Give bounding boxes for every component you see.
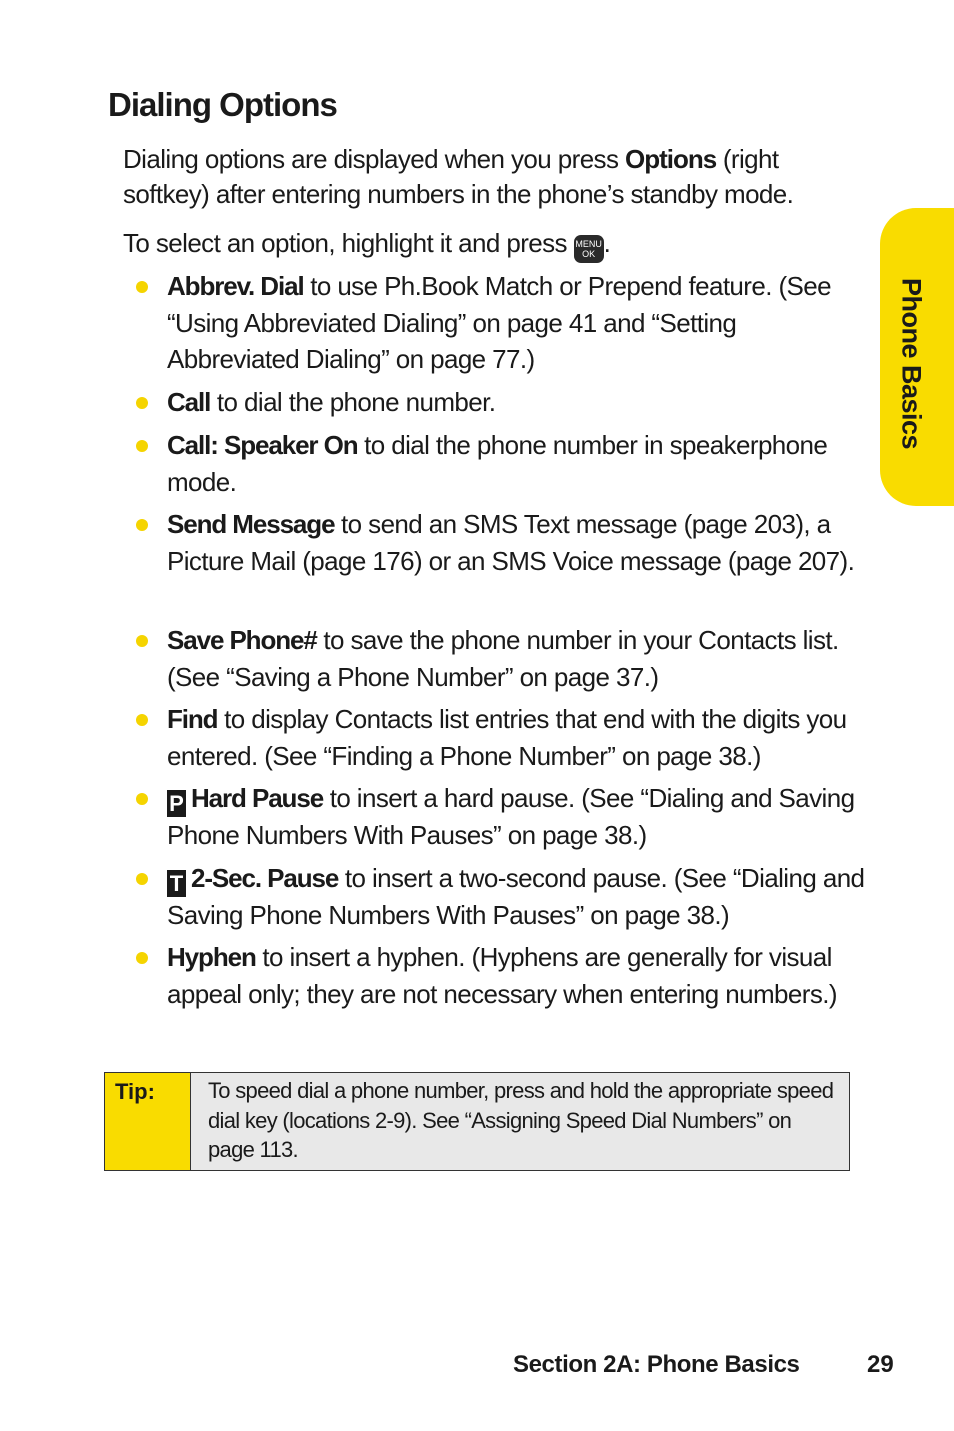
menu-key-top: MENU — [575, 239, 602, 249]
option-term: Hyphen — [167, 942, 256, 972]
list-item-abbrev-dial — [167, 268, 867, 378]
options-softkey-label: Options — [624, 144, 717, 174]
bullet-icon — [136, 635, 148, 647]
menu-ok-key-icon — [574, 235, 604, 263]
intro-text-before: Dialing options are displayed when you press — [123, 144, 625, 174]
option-term: Call: Speaker On — [167, 430, 358, 460]
bullet-icon — [136, 519, 148, 531]
option-term: 2-Sec. Pause — [191, 863, 339, 893]
list-item-call — [167, 384, 867, 421]
select-text-before: To select an option, highlight it and press — [123, 228, 574, 258]
select-text-after: . — [603, 228, 611, 258]
list-item-call-speaker-on — [167, 427, 867, 500]
option-description: to insert a two-second pause. (See “Dialing and Saving Phone Numbers With Pauses” on page 38.) — [167, 863, 865, 930]
option-term: Abbrev. Dial — [167, 271, 304, 301]
option-description: to send an SMS Text message (page 203), a Picture Mail (page 176) or an SMS Voice message (page 207). — [167, 509, 855, 576]
list-item-hard-pause — [167, 780, 867, 854]
list-item-hyphen — [167, 939, 867, 1012]
hard-pause-icon: P — [167, 790, 186, 817]
option-description: to insert a hyphen. (Hyphens are generally for visual appeal only; they are not necessary when entering numbers.) — [167, 942, 837, 1009]
bullet-icon — [136, 873, 148, 885]
tip-label: Tip: — [105, 1073, 191, 1170]
list-item-two-second-pause — [167, 860, 867, 934]
tip-box — [104, 1072, 850, 1171]
option-term: Call — [167, 387, 211, 417]
two-second-pause-icon: T — [167, 870, 186, 897]
option-description: to dial the phone number in speakerphone mode. — [167, 430, 828, 497]
menu-key-bottom: OK — [582, 249, 596, 259]
option-term: Send Message — [167, 509, 335, 539]
side-tab-label: Phone Basics — [896, 278, 927, 450]
page-number: 29 — [867, 1351, 894, 1378]
bullet-icon — [136, 793, 148, 805]
list-item-find — [167, 701, 867, 774]
option-term: Hard Pause — [191, 783, 324, 813]
footer-section-title: Section 2A: Phone Basics — [513, 1351, 800, 1378]
option-description: to save the phone number in your Contacts list. (See “Saving a Phone Number” on page 37.) — [167, 625, 839, 692]
option-term: Save Phone# — [167, 625, 317, 655]
bullet-icon — [136, 952, 148, 964]
list-item-send-message — [167, 506, 867, 579]
tip-text: To speed dial a phone number, press and hold the appropriate speed dial key (locations 2-9). See “Assigning Speed Dial Numbers” on page 113. — [191, 1073, 849, 1170]
option-description: to insert a hard pause. (See “Dialing and Saving Phone Numbers With Pauses” on page 38.) — [167, 783, 855, 850]
select-instruction — [123, 226, 863, 263]
intro-text-after: (right softkey) after entering numbers in the phone’s standby mode. — [123, 144, 794, 209]
page-title: Dialing Options — [108, 86, 337, 123]
option-description: to use Ph.Book Match or Prepend feature. (See “Using Abbreviated Dialing” on page 41 and “Setting Abbreviated Dialing” on page 77.) — [167, 271, 831, 374]
intro-paragraph — [123, 142, 863, 212]
bullet-icon — [136, 397, 148, 409]
list-item-save-phone — [167, 622, 867, 695]
bullet-icon — [136, 714, 148, 726]
option-description: to display Contacts list entries that end with the digits you entered. (See “Finding a Phone Number” on page 38.) — [167, 704, 847, 771]
option-term: Find — [167, 704, 218, 734]
bullet-icon — [136, 440, 148, 452]
bullet-icon — [136, 281, 148, 293]
option-description: to dial the phone number. — [210, 387, 496, 417]
